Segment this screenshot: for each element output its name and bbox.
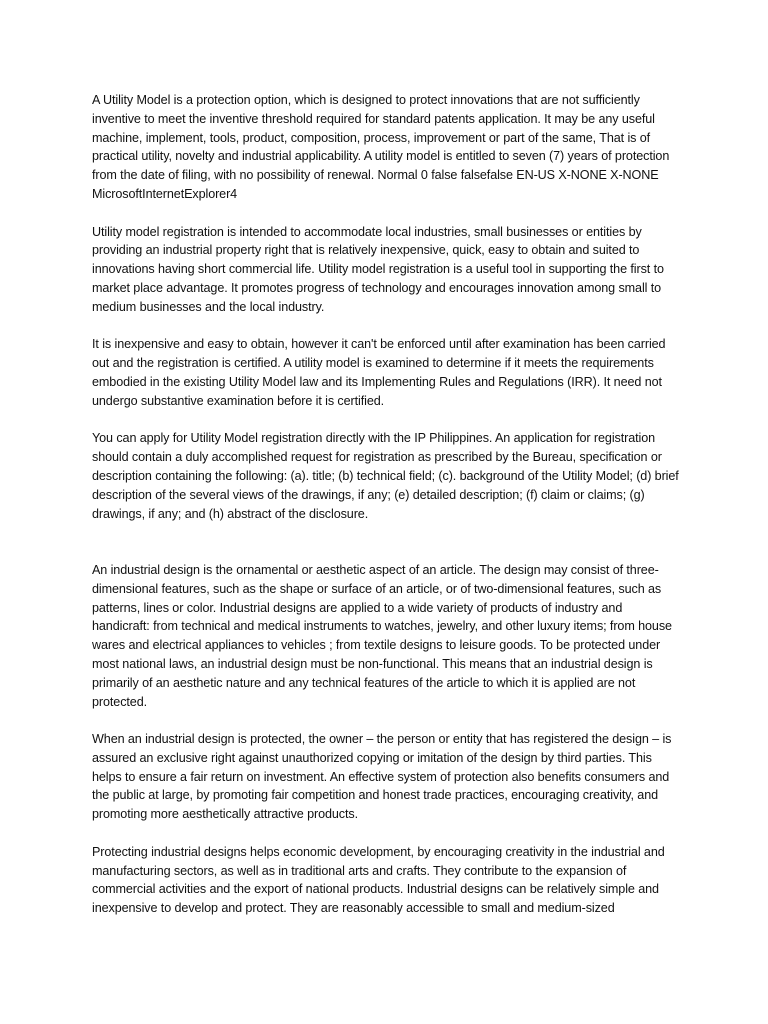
document-page <box>92 91 682 937</box>
paragraph-how-to-apply: You can apply for Utility Model registration directly with the IP Philippines. An application for registration should contain a duly accomplished request for registration as prescribed by the Bureau, specification or description containing the following: (a). title; (b) technical field; (c). background of the Utility Model; (d) brief description of the several views of the drawings, if any; (e) detailed description; (f) claim or claims; (g) drawings, if any; and (h) abstract of the disclosure. <box>92 431 679 521</box>
paragraph-industrial-design-definition: An industrial design is the ornamental or aesthetic aspect of an article. The design may consist of three-dimensional features, such as the shape or surface of an article, or of two-dimensional features, such as patterns, lines or color. Industrial designs are applied to a wide variety of products of industry and handicraft: from technical and medical instruments to watches, jewelry, and other luxury items; from house wares and electrical appliances to vehicles ; from textile designs to leisure goods. To be protected under most national laws, an industrial design must be non-functional. This means that an industrial design is primarily of an aesthetic nature and any technical features of the article to which it is applied are not protected. <box>92 562 672 709</box>
paragraph-inexpensive-to-obtain: It is inexpensive and easy to obtain, however it can't be enforced until after examination has been carried out and the registration is certified. A utility model is examined to determine if it meets the requirements embodied in the existing Utility Model law and its Implementing Rules and Regulations (IRR). It need not undergo substantive examination before it is certified. <box>92 337 666 408</box>
paragraph-industrial-design-protection: When an industrial design is protected, the owner – the person or entity that has registered the design – is assured an exclusive right against unauthorized copying or imitation of the design by third parties. This helps to ensure a fair return on investment. An effective system of protection also benefits consumers and the public at large, by promoting fair competition and honest trade practices, encouraging creativity, and promoting more aesthetically attractive products. <box>92 732 672 822</box>
paragraph-economic-development: Protecting industrial designs helps economic development, by encouraging creativity in the industrial and manufacturing sectors, as well as in traditional arts and crafts. They contribute to the expansion of commercial activities and the export of national products. Industrial designs can be relatively simple and inexpensive to develop and protect. They are reasonably accessible to small and medium-sized <box>92 844 665 916</box>
paragraph-utility-model-definition: A Utility Model is a protection option, which is designed to protect innovations that are not sufficiently inventive to meet the inventive threshold required for standard patents application. It may be any useful machine, implement, tools, product, composition, process, improvement or part of the same, That is of practical utility, novelty and industrial applicability. A utility model is entitled to seven (7) years of protection from the date of filing, with no possibility of renewal. Normal 0 false falsefalse EN-US X-NONE X-NONE MicrosoftInternetExplorer4 <box>92 93 670 201</box>
paragraph-utility-model-registration: Utility model registration is intended to accommodate local industries, small businesses or entities by providing an industrial property right that is relatively inexpensive, quick, easy to obtain and suited to innovations having short commercial life. Utility model registration is a useful tool in supporting the first to market place advantage. It promotes progress of technology and encourages innovation among small to medium businesses and the local industry. <box>92 224 664 314</box>
